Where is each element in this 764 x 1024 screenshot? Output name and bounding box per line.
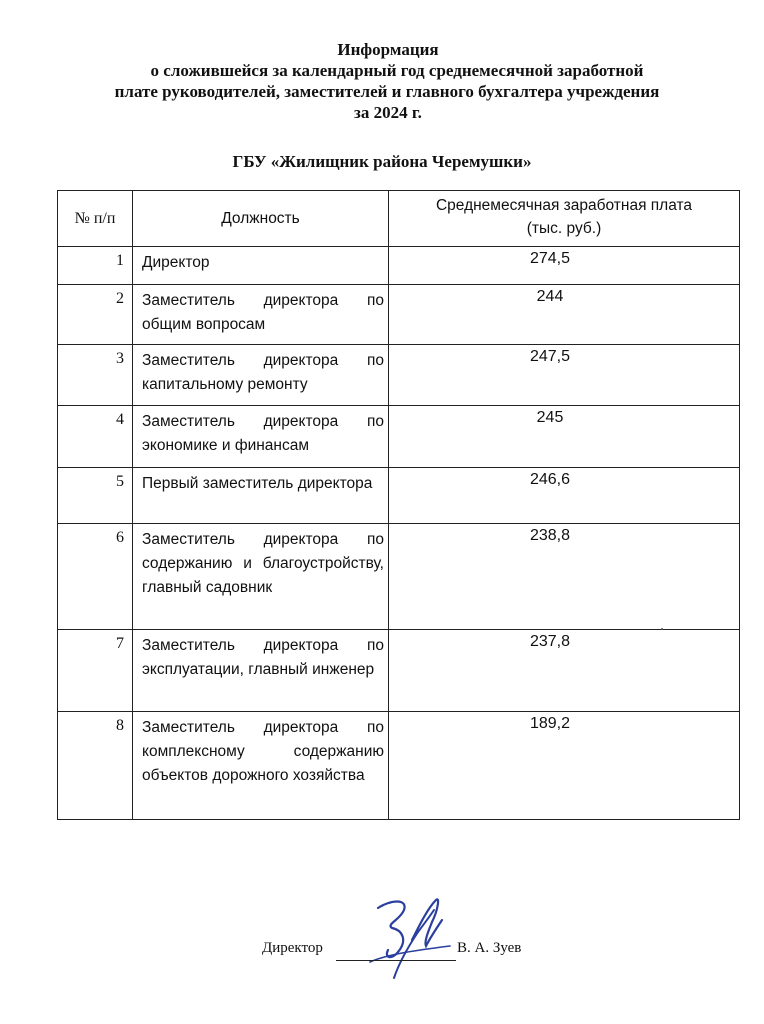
salary-value: 274,5 [529, 250, 571, 267]
row-salary [389, 345, 740, 406]
row-salary [389, 524, 740, 630]
header-salary [389, 191, 740, 247]
table-row [58, 712, 740, 820]
row-salary [389, 406, 740, 468]
row-salary [389, 468, 740, 524]
header-position: Должность [133, 191, 389, 247]
row-position: Директор [133, 247, 389, 285]
title-line: о сложившейся за календарный год среднемесячной заработной [150, 61, 644, 80]
title-line: плате руководителей, заместителей и главного бухгалтера учреждения [114, 82, 660, 101]
table-row [58, 524, 740, 630]
salary-table [57, 190, 740, 820]
row-salary [389, 630, 740, 712]
row-salary [389, 712, 740, 820]
row-number: 4 [58, 406, 133, 468]
salary-value: 246,6 [529, 471, 571, 488]
row-number: 2 [58, 285, 133, 345]
row-position: Заместитель директора по эксплуатации, главный инженер [133, 630, 389, 712]
row-number: 7 [58, 630, 133, 712]
header-salary-line1: Среднемесячная заработная плата [435, 197, 693, 214]
table-row [58, 285, 740, 345]
salary-value: 247,5 [529, 348, 571, 365]
title-line: за 2024 г. [354, 103, 422, 122]
row-position: Первый заместитель директора [133, 468, 389, 524]
row-position: Заместитель директора по экономике и финансам [133, 406, 389, 468]
row-position: Заместитель директора по комплексному содержанию объектов дорожного хозяйства [133, 712, 389, 820]
header-salary-line2: (тыс. руб.) [526, 220, 602, 237]
row-number: 3 [58, 345, 133, 406]
salary-value: 238,8 [529, 527, 571, 544]
salary-value: 245 [536, 409, 564, 426]
row-position: Заместитель директора по капитальному ремонту [133, 345, 389, 406]
signer-name: В. А. Зуев [457, 940, 522, 956]
salary-value: 189,2 [529, 715, 571, 732]
row-number: 5 [58, 468, 133, 524]
row-number: 6 [58, 524, 133, 630]
table-row [58, 630, 740, 712]
scan-speck [661, 628, 663, 630]
signer-role: Директор [262, 940, 323, 956]
header-number: № п/п [58, 191, 133, 247]
title-line: Информация [337, 40, 439, 59]
document-title [0, 39, 764, 123]
row-number: 1 [58, 247, 133, 285]
table-row [58, 406, 740, 468]
salary-value: 237,8 [529, 633, 571, 650]
salary-value: 244 [536, 288, 564, 305]
row-position: Заместитель директора по содержанию и благоустройству, главный садовник [133, 524, 389, 630]
table-header-row [58, 191, 740, 247]
row-number: 8 [58, 712, 133, 820]
handwritten-signature [358, 880, 468, 990]
row-position: Заместитель директора по общим вопросам [133, 285, 389, 345]
organization-name: ГБУ «Жилищник района Черемушки» [232, 152, 532, 171]
table-row [58, 247, 740, 285]
signature-line [336, 960, 456, 961]
row-salary [389, 285, 740, 345]
row-salary [389, 247, 740, 285]
table-row [58, 345, 740, 406]
table-row [58, 468, 740, 524]
